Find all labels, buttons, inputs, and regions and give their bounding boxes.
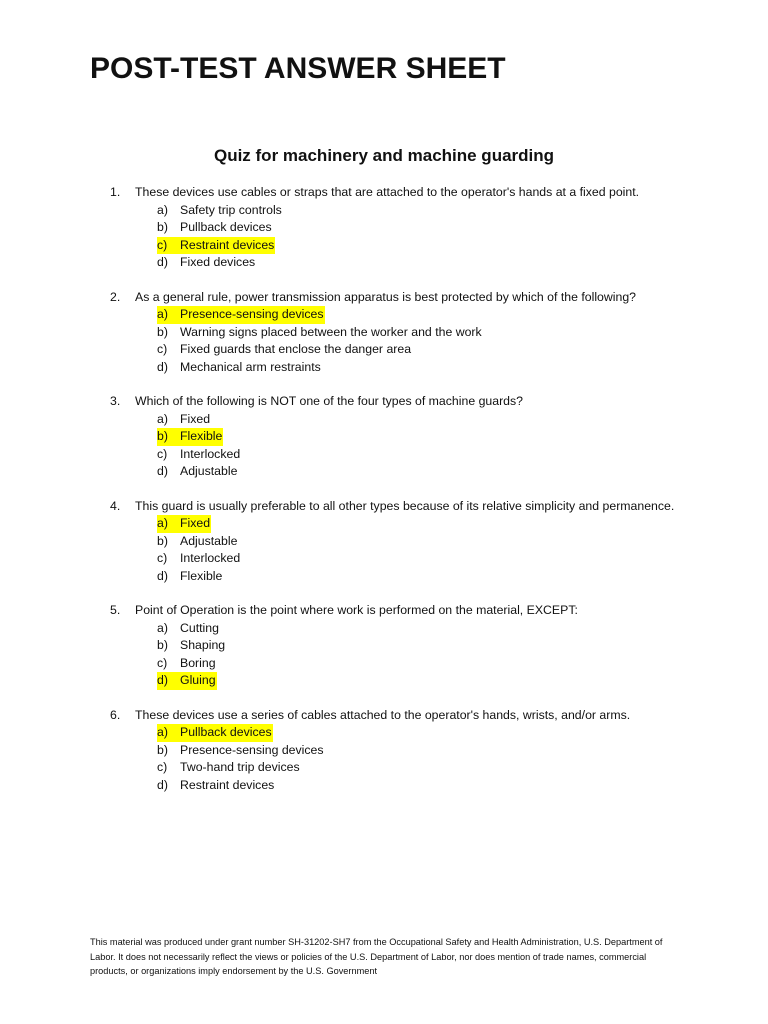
question-text: As a general rule, power transmission apparatus is best protected by which of the following? xyxy=(135,289,637,304)
option-text: Interlocked xyxy=(180,446,241,461)
question-number: 1. xyxy=(110,185,121,199)
option-text: Pullback devices xyxy=(180,220,272,234)
option-text: Flexible xyxy=(180,429,223,443)
option-letter: b) xyxy=(157,324,168,339)
question-item xyxy=(110,289,710,377)
question-number: 2. xyxy=(110,289,121,304)
answer-option-correct xyxy=(157,672,710,690)
answer-option xyxy=(157,359,710,377)
option-letter: d) xyxy=(157,464,168,478)
answer-option xyxy=(157,219,710,237)
footer-disclaimer: This material was produced under grant number SH-31202-SH7 from the Occupational Safety and Health Administration, U.S. Department of Labor. It does not necessarily reflect the views or policies of the U.S. Department of Labor, nor does mention of trade names, commercial products, or organizations imply endorsement by the U.S. Government xyxy=(90,937,663,976)
answer-options xyxy=(110,724,710,794)
answer-highlight xyxy=(157,237,275,255)
question-item xyxy=(110,498,710,586)
question-item xyxy=(110,707,710,795)
answer-option xyxy=(157,411,710,429)
answer-content xyxy=(157,777,275,795)
question-item xyxy=(110,393,710,481)
answer-option-correct xyxy=(157,428,710,446)
question-number: 5. xyxy=(110,603,121,617)
quiz-subtitle: Quiz for machinery and machine guarding xyxy=(213,146,555,165)
answer-content xyxy=(157,655,217,673)
option-text: Boring xyxy=(180,655,216,670)
question-text: Which of the following is NOT one of the four types of machine guards? xyxy=(135,394,524,408)
question-stem xyxy=(110,498,710,516)
answer-option xyxy=(157,742,710,760)
answer-option xyxy=(157,341,710,359)
option-letter: d) xyxy=(157,255,168,269)
option-text: Gluing xyxy=(180,673,216,687)
option-text: Fixed guards that enclose the danger area xyxy=(180,342,412,356)
option-text: Restraint devices xyxy=(180,777,275,792)
answer-highlight xyxy=(157,428,223,446)
answer-option xyxy=(157,568,710,586)
question-item xyxy=(110,184,710,272)
answer-highlight xyxy=(157,515,211,533)
option-text: Fixed xyxy=(180,411,211,426)
answer-options xyxy=(110,202,710,272)
option-text: Flexible xyxy=(180,568,223,583)
option-letter: a) xyxy=(157,620,168,635)
option-letter: a) xyxy=(157,516,168,530)
question-stem xyxy=(110,289,710,307)
answer-option xyxy=(157,324,710,342)
option-text: Restraint devices xyxy=(180,237,275,252)
option-text: Fixed devices xyxy=(180,255,256,269)
option-letter: d) xyxy=(157,777,168,792)
question-stem xyxy=(110,184,710,202)
answer-option-correct xyxy=(157,724,710,742)
option-text: Adjustable xyxy=(180,533,238,548)
option-letter: a) xyxy=(157,202,168,217)
answer-option xyxy=(157,655,710,673)
option-text: Fixed xyxy=(180,516,211,530)
option-text: Pullback devices xyxy=(180,725,272,739)
option-letter: b) xyxy=(157,429,168,443)
answer-option-correct xyxy=(157,237,710,255)
answer-option xyxy=(157,550,710,568)
answer-content xyxy=(157,254,256,272)
option-letter: c) xyxy=(157,342,168,356)
answer-option xyxy=(157,533,710,551)
question-number: 3. xyxy=(110,394,121,408)
option-letter: b) xyxy=(157,638,168,652)
option-letter: a) xyxy=(157,411,168,426)
question-item xyxy=(110,602,710,690)
question-text: These devices use a series of cables attached to the operator's hands, wrists, and/or arms. xyxy=(135,707,631,722)
answer-content xyxy=(157,550,241,568)
answer-highlight xyxy=(157,672,217,690)
option-letter: c) xyxy=(157,446,168,461)
option-letter: d) xyxy=(157,359,168,374)
option-text: Safety trip controls xyxy=(180,202,282,217)
option-text: Presence-sensing devices xyxy=(180,307,324,321)
answer-option xyxy=(157,620,710,638)
answer-content xyxy=(157,341,412,359)
question-stem xyxy=(110,393,710,411)
option-letter: c) xyxy=(157,237,168,252)
answer-content xyxy=(157,637,226,655)
answer-options xyxy=(110,306,710,376)
answer-option xyxy=(157,777,710,795)
answer-highlight xyxy=(157,724,273,742)
answer-content xyxy=(157,620,220,638)
answer-content xyxy=(157,324,483,342)
answer-option xyxy=(157,637,710,655)
option-letter: c) xyxy=(157,760,168,774)
option-text: Shaping xyxy=(180,638,226,652)
answer-option xyxy=(157,254,710,272)
answer-content xyxy=(157,533,238,551)
question-list xyxy=(110,184,710,811)
answer-content xyxy=(157,568,223,586)
option-text: Interlocked xyxy=(180,551,241,565)
option-text: Mechanical arm restraints xyxy=(180,359,321,374)
answer-highlight xyxy=(157,306,325,324)
answer-content xyxy=(157,219,273,237)
option-letter: b) xyxy=(157,533,168,548)
question-number: 4. xyxy=(110,498,121,513)
answer-option xyxy=(157,759,710,777)
question-text: These devices use cables or straps that are attached to the operator's hands at a fixed point. xyxy=(135,185,640,199)
option-text: Cutting xyxy=(180,620,219,635)
option-letter: c) xyxy=(157,551,168,565)
question-text: Point of Operation is the point where work is performed on the material, EXCEPT: xyxy=(135,603,578,617)
answer-content xyxy=(157,463,238,481)
answer-content xyxy=(157,202,283,220)
page-title: POST-TEST ANSWER SHEET xyxy=(90,52,506,85)
option-letter: b) xyxy=(157,742,168,757)
option-text: Two-hand trip devices xyxy=(180,760,300,774)
option-letter: b) xyxy=(157,220,168,234)
option-text: Warning signs placed between the worker and the work xyxy=(180,324,482,339)
question-stem xyxy=(110,602,710,620)
answer-content xyxy=(157,359,322,377)
answer-option xyxy=(157,446,710,464)
answer-option-correct xyxy=(157,515,710,533)
answer-option xyxy=(157,463,710,481)
question-number: 6. xyxy=(110,707,121,722)
option-letter: c) xyxy=(157,655,168,670)
answer-options xyxy=(110,620,710,690)
answer-options xyxy=(110,411,710,481)
option-letter: d) xyxy=(157,568,168,583)
question-text: This guard is usually preferable to all other types because of its relative simplicity and permanence. xyxy=(135,498,675,513)
answer-option xyxy=(157,202,710,220)
option-letter: a) xyxy=(157,307,168,321)
answer-options xyxy=(110,515,710,585)
option-letter: d) xyxy=(157,673,168,687)
answer-content xyxy=(157,446,241,464)
question-stem xyxy=(110,707,710,725)
option-letter: a) xyxy=(157,725,168,739)
option-text: Presence-sensing devices xyxy=(180,742,324,757)
answer-content xyxy=(157,759,301,777)
answer-content xyxy=(157,742,325,760)
answer-content xyxy=(157,411,211,429)
option-text: Adjustable xyxy=(180,464,238,478)
answer-option-correct xyxy=(157,306,710,324)
